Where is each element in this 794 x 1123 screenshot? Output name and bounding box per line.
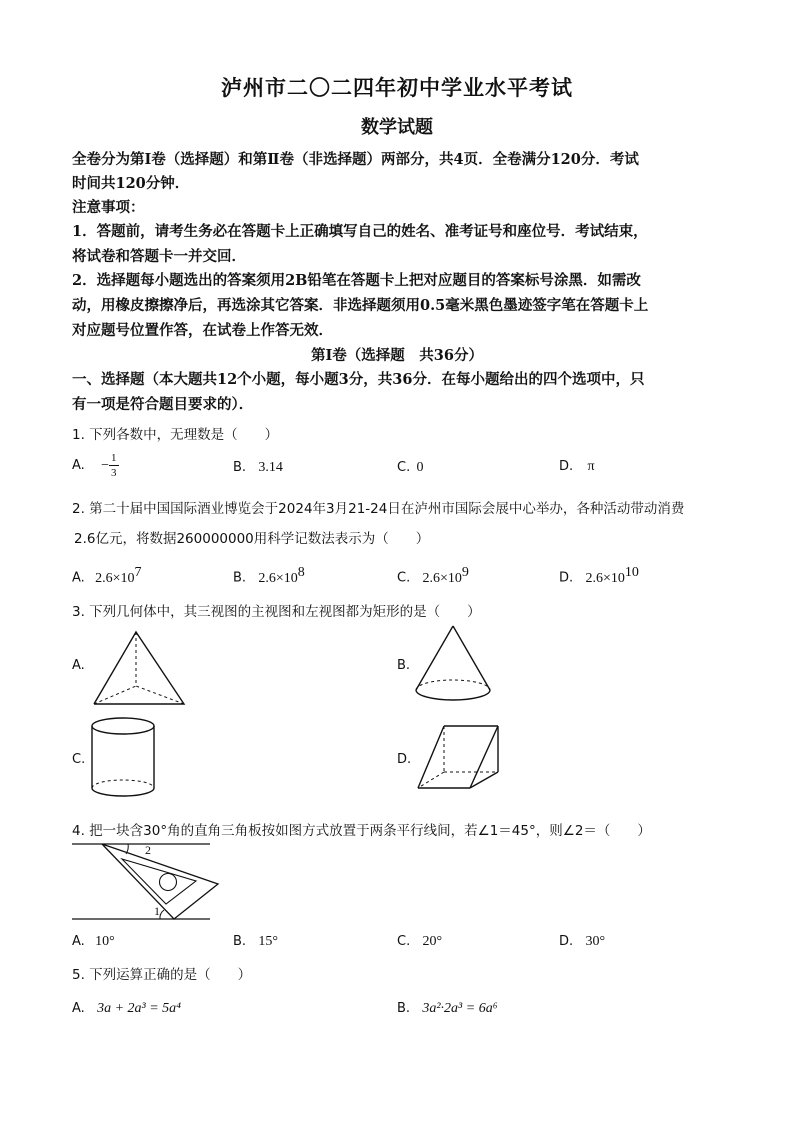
question-3-stem: 3. 下列几何体中，其三视图的主视图和左视图都为矩形的是（ ） <box>72 604 481 620</box>
q5-option-a-label: A. <box>72 1001 85 1016</box>
section-1-heading-line-2: 有一项是符合题目要求的）． <box>72 396 254 413</box>
q1-option-a-label: A. <box>72 458 85 473</box>
q5-option-b-expression: 3a²·2a³ = 6a⁶ <box>422 1001 498 1016</box>
question-5-stem: 5. 下列运算正确的是（ ） <box>72 967 252 983</box>
note-2-line-2: 动，用橡皮擦擦净后，再选涂其它答案．非选择题须用0.5毫米黑色墨迹签字笔在答题卡上 <box>72 297 649 314</box>
q5-option-b-label: B. <box>397 1001 411 1016</box>
q3-option-b-label: B. <box>397 658 411 673</box>
angle-2-label: 2 <box>145 843 151 857</box>
q5-option-a[interactable] <box>72 1000 181 1017</box>
question-2-stem-line-2: 2.6亿元，将数据260000000用科学记数法表示为（ ） <box>74 531 430 547</box>
q3-option-d-label: D. <box>397 752 412 767</box>
q2-option-c-label: C. <box>397 570 411 586</box>
angle-1-arc <box>160 910 164 919</box>
q1-option-c-label: C. <box>397 460 411 475</box>
q1-option-b-value: 3.14 <box>258 460 283 475</box>
q1-a-denominator: 3 <box>111 467 117 479</box>
q2-option-b-label: B. <box>233 570 247 586</box>
q4-option-c-label: C. <box>397 934 411 949</box>
q4-option-c-value: 20° <box>422 934 443 949</box>
q1-option-c-value: 0 <box>416 460 424 475</box>
q4-option-c[interactable] <box>397 933 442 950</box>
q2-option-d-exponent: 10 <box>624 565 639 580</box>
q1-option-b-label: B. <box>233 460 247 475</box>
q4-option-a-label: A. <box>72 934 85 949</box>
note-1-line-2: 将试卷和答题卡一并交回． <box>72 248 246 265</box>
q1-option-d[interactable] <box>559 458 595 475</box>
q3-option-c-label: C. <box>72 752 86 767</box>
question-1-stem: 1. 下列各数中，无理数是（ ） <box>72 427 279 443</box>
q3-option-c[interactable] <box>72 751 85 767</box>
q2-option-a-label: A. <box>72 570 85 586</box>
q4-option-d[interactable] <box>559 933 605 950</box>
q4-option-b-label: B. <box>233 934 247 949</box>
oblique-prism-icon <box>414 722 502 792</box>
q2-option-b-base: 2.6×10 <box>258 570 298 586</box>
exam-subtitle: 数学试题 <box>361 117 433 138</box>
q2-option-a-base: 2.6×10 <box>95 570 135 586</box>
q4-option-a-value: 10° <box>95 934 115 949</box>
cone-icon <box>413 624 493 708</box>
q1-option-a-sign: − <box>101 458 109 473</box>
q4-option-b[interactable] <box>233 933 278 950</box>
question-4-stem: 4. 把一块含30°角的直角三角板按如图方式放置于两条平行线间，若∠1＝45°，则∠2＝（ ） <box>72 823 651 839</box>
q3-option-a-label: A. <box>72 658 85 673</box>
q2-option-d[interactable] <box>559 565 639 587</box>
q4-option-b-value: 15° <box>258 934 278 949</box>
q2-option-a[interactable] <box>72 565 142 587</box>
q2-option-d-base: 2.6×10 <box>585 570 625 586</box>
q2-option-c-base: 2.6×10 <box>422 570 462 586</box>
q2-option-c-exponent: 9 <box>461 565 469 580</box>
q4-option-a[interactable] <box>72 933 115 950</box>
angle-1-label: 1 <box>154 904 160 918</box>
section-1-title: 第Ⅰ卷（选择题 共36分） <box>311 347 483 364</box>
q1-option-d-label: D. <box>559 459 574 474</box>
note-2-line-1: 2．选择题每小题选出的答案须用2B铅笔在答题卡上把对应题目的答案标号涂黑．如需改 <box>72 272 641 289</box>
q1-a-numerator: 1 <box>111 452 117 464</box>
note-2-line-3: 对应题号位置作答，在试卷上作答无效． <box>72 322 333 339</box>
q4-option-d-label: D. <box>559 934 574 949</box>
intro-line-2: 时间共120分钟． <box>72 175 190 192</box>
q2-option-d-label: D. <box>559 570 574 586</box>
q1-option-a[interactable] <box>72 451 119 480</box>
q5-option-b[interactable] <box>397 1000 498 1017</box>
parallel-lines-triangle-figure <box>70 840 215 926</box>
q1-option-d-value: π <box>587 459 595 474</box>
q3-option-a[interactable] <box>72 657 85 673</box>
set-square-hole <box>160 874 177 891</box>
intro-line-1: 全卷分为第Ⅰ卷（选择题）和第Ⅱ卷（非选择题）两部分，共4页．全卷满分120分．考试 <box>72 151 639 168</box>
section-1-heading-line-1: 一、选择题（本大题共12个小题，每小题3分，共36分．在每小题给出的四个选项中，只 <box>72 371 645 388</box>
q1-option-a-fraction <box>109 451 119 480</box>
q5-option-a-expression: 3a + 2a³ = 5a⁴ <box>97 1001 182 1016</box>
question-2-stem-line-1: 2. 第二十届中国国际酒业博览会于2024年3月21-24日在泸州市国际会展中心举办，各种活动带动消费 <box>72 501 685 517</box>
q2-option-a-exponent: 7 <box>134 565 142 580</box>
q1-option-c[interactable] <box>397 459 424 476</box>
q2-option-b[interactable] <box>233 565 305 587</box>
note-1-line-1: 1．答题前，请考生务必在答题卡上正确填写自己的姓名、准考证号和座位号．考试结束， <box>72 223 648 240</box>
notes-heading: 注意事项： <box>72 199 145 216</box>
cylinder-icon <box>90 716 160 802</box>
q2-option-b-exponent: 8 <box>297 565 305 580</box>
q2-option-c[interactable] <box>397 565 469 587</box>
q4-option-d-value: 30° <box>585 934 606 949</box>
q3-option-d[interactable] <box>397 751 411 767</box>
q1-option-b[interactable] <box>233 459 283 476</box>
exam-title: 泸州市二〇二四年初中学业水平考试 <box>221 75 573 100</box>
q3-option-b[interactable] <box>397 657 410 673</box>
triangular-pyramid-icon <box>90 628 190 710</box>
